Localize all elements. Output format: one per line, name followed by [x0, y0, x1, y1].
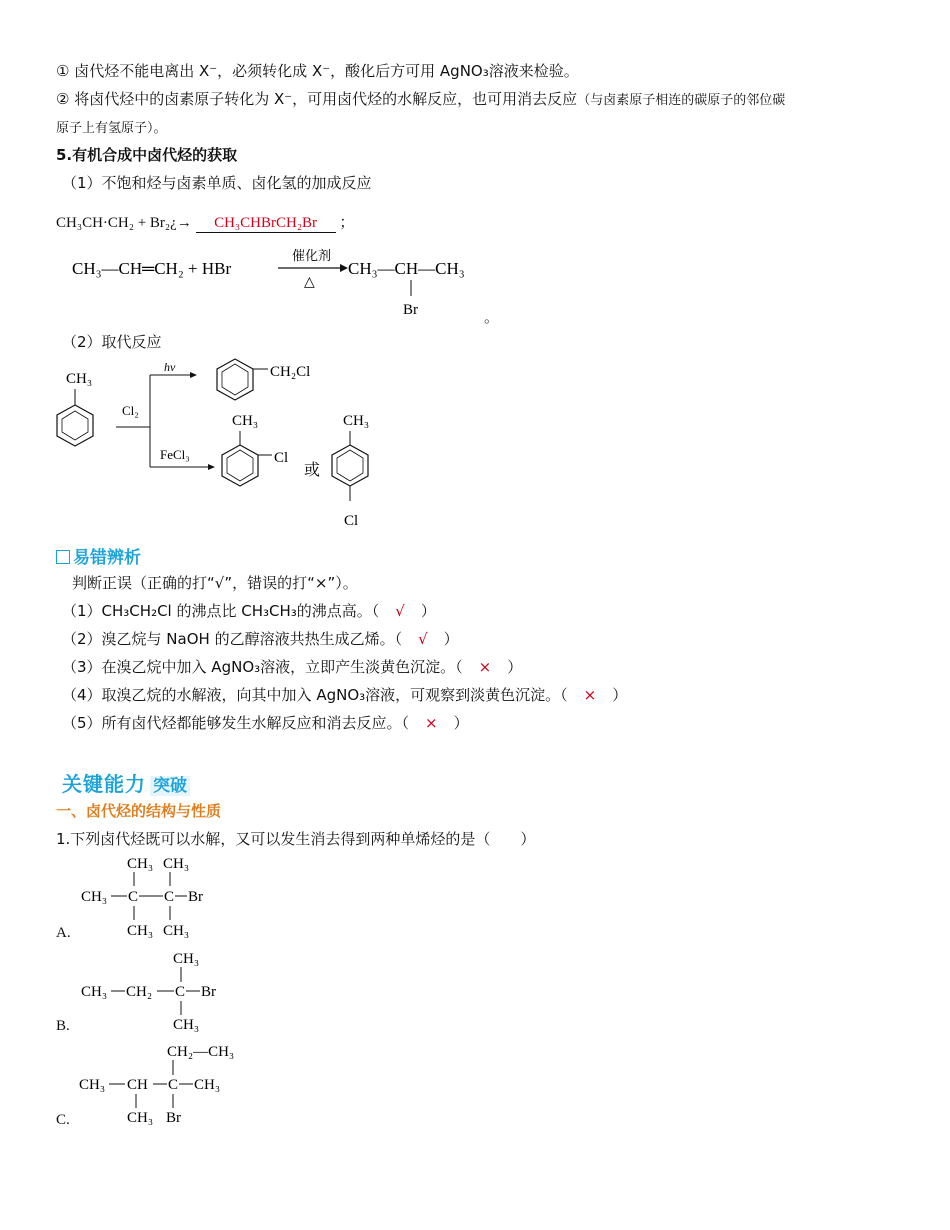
errors-title	[56, 543, 141, 568]
svg-text:CH₃: CH₃	[127, 856, 154, 872]
error-item-text: （5）所有卤代烃都能够发生水解反应和消去反应。（	[62, 714, 410, 732]
svg-text:CH₃: CH₃	[127, 1110, 154, 1126]
error-item-text: （3）在溴乙烷中加入 AgNO₃溶液，立即产生淡黄色沉淀。（	[62, 658, 463, 676]
error-item-text: （4）取溴乙烷的水解液，向其中加入 AgNO₃溶液，可观察到淡黄色沉淀。（	[62, 686, 568, 704]
error-item-1	[62, 600, 436, 621]
key-title-1: 关键能力	[62, 772, 146, 796]
eq2-catalyst: 催化剂	[292, 248, 332, 263]
question-1: 1.下列卤代烃既可以水解，又可以发生消去得到两种单烯烃的是（ ）	[56, 830, 536, 848]
note-2	[56, 88, 785, 109]
option-a-formula	[75, 850, 235, 945]
eq1-left: CH₃CH·CH₂ + Br₂¿→	[56, 215, 192, 231]
errors-intro: 判断正误（正确的打“√”，错误的打“×”）。	[72, 574, 358, 592]
eq2-reactants: CH₃—CH═CH₂ + HBr	[72, 259, 232, 278]
para-cl: Cl	[344, 513, 359, 529]
equation-1	[56, 211, 354, 233]
error-item-end: ）	[420, 602, 436, 620]
para-ch3: CH₃	[343, 413, 370, 429]
option-b-formula	[75, 945, 235, 1037]
svg-text:CH₃: CH₃	[163, 923, 190, 939]
section5-sub2: （2）取代反应	[62, 333, 162, 351]
svg-text:CH₃: CH₃	[173, 951, 200, 967]
error-item-mark: ×	[583, 686, 597, 704]
or-text: 或	[304, 462, 321, 479]
error-item-text: （2）溴乙烷与 NaOH 的乙醇溶液共热生成乙烯。（	[62, 630, 403, 648]
svg-text:C: C	[175, 984, 186, 1000]
svg-text:CH₃: CH₃	[127, 923, 154, 939]
eq2-heat: △	[304, 275, 315, 290]
ortho-ch3: CH₃	[232, 413, 259, 429]
error-item-end: ）	[612, 686, 628, 704]
svg-text:CH₃: CH₃	[173, 1017, 200, 1033]
eq2-br: Br	[403, 302, 418, 318]
error-item-text: （1）CH₃CH₂Cl 的沸点比 CH₃CH₃的沸点高。（	[62, 602, 380, 620]
eq2-end: 。	[484, 308, 500, 326]
svg-text:CH₂—CH₃: CH₂—CH₃	[167, 1044, 235, 1060]
svg-text:Br: Br	[188, 889, 203, 905]
section5-title: 5.有机合成中卤代烃的获取	[56, 146, 238, 164]
error-item-mark: ×	[425, 714, 438, 732]
eq2-arrow-head	[340, 264, 348, 272]
equation-2	[60, 240, 510, 320]
svg-text:C: C	[164, 889, 175, 905]
svg-text:CH₃: CH₃	[194, 1077, 221, 1093]
toluene-ch3: CH₃	[66, 371, 93, 387]
note-2-cont: 原子上有氢原子）。	[56, 121, 167, 136]
error-item-2	[62, 628, 459, 649]
section5-sub1: （1）不饱和烃与卤素单质、卤化氢的加成反应	[62, 174, 372, 192]
svg-text:Br: Br	[201, 984, 216, 1000]
option-c-label[interactable]: C.	[56, 1112, 70, 1128]
option-a-label[interactable]: A.	[56, 925, 71, 941]
eq1-answer: CH₃CHBrCH₂Br	[196, 215, 336, 233]
svg-text:CH₃: CH₃	[81, 984, 108, 1000]
svg-text:Br: Br	[166, 1110, 181, 1126]
error-item-end: ）	[453, 714, 469, 732]
reagent-cl2: Cl₂	[122, 403, 139, 418]
error-item-mark: √	[395, 602, 405, 620]
benzyl-ch2cl: CH₂Cl	[270, 364, 311, 380]
key-title-2: 突破	[150, 776, 190, 796]
part1-title: 一、卤代烃的结构与性质	[56, 802, 222, 820]
note-2-main: ② 将卤代烃中的卤素原子转化为 X⁻，可用卤代烃的水解反应，也可用消去反应	[56, 90, 578, 108]
error-item-mark: √	[418, 630, 428, 648]
substitution-scheme	[50, 355, 390, 535]
svg-text:C: C	[128, 889, 139, 905]
svg-text:C: C	[168, 1077, 179, 1093]
svg-text:CH₃: CH₃	[81, 889, 108, 905]
note-2-small: （与卤素原子相连的碳原子的邻位碳	[577, 93, 786, 108]
error-item-end: ）	[507, 658, 523, 676]
key-heading	[62, 768, 190, 797]
svg-text:CH₃: CH₃	[163, 856, 190, 872]
error-item-end: ）	[443, 630, 459, 648]
error-item-mark: ×	[478, 658, 492, 676]
svg-text:CH₂: CH₂	[126, 984, 153, 1000]
svg-text:CH: CH	[127, 1077, 148, 1093]
condition-fecl3: FeCl₃	[160, 447, 190, 462]
error-item-5	[62, 712, 469, 733]
ortho-cl: Cl	[274, 450, 289, 466]
svg-text:CH₃: CH₃	[79, 1077, 106, 1093]
eq1-end: ；	[339, 215, 355, 231]
checkbox-icon	[56, 550, 70, 564]
error-item-3	[62, 656, 522, 677]
option-c-formula	[75, 1038, 265, 1130]
option-b-label[interactable]: B.	[56, 1018, 70, 1034]
eq2-product: CH₃—CH—CH₃	[348, 259, 465, 278]
error-item-4	[62, 684, 627, 705]
errors-title-text: 易错辨析	[73, 548, 141, 568]
condition-hv: hν	[164, 360, 176, 374]
note-1: ① 卤代烃不能电离出 X⁻，必须转化成 X⁻，酸化后方可用 AgNO₃溶液来检验。	[56, 62, 579, 80]
